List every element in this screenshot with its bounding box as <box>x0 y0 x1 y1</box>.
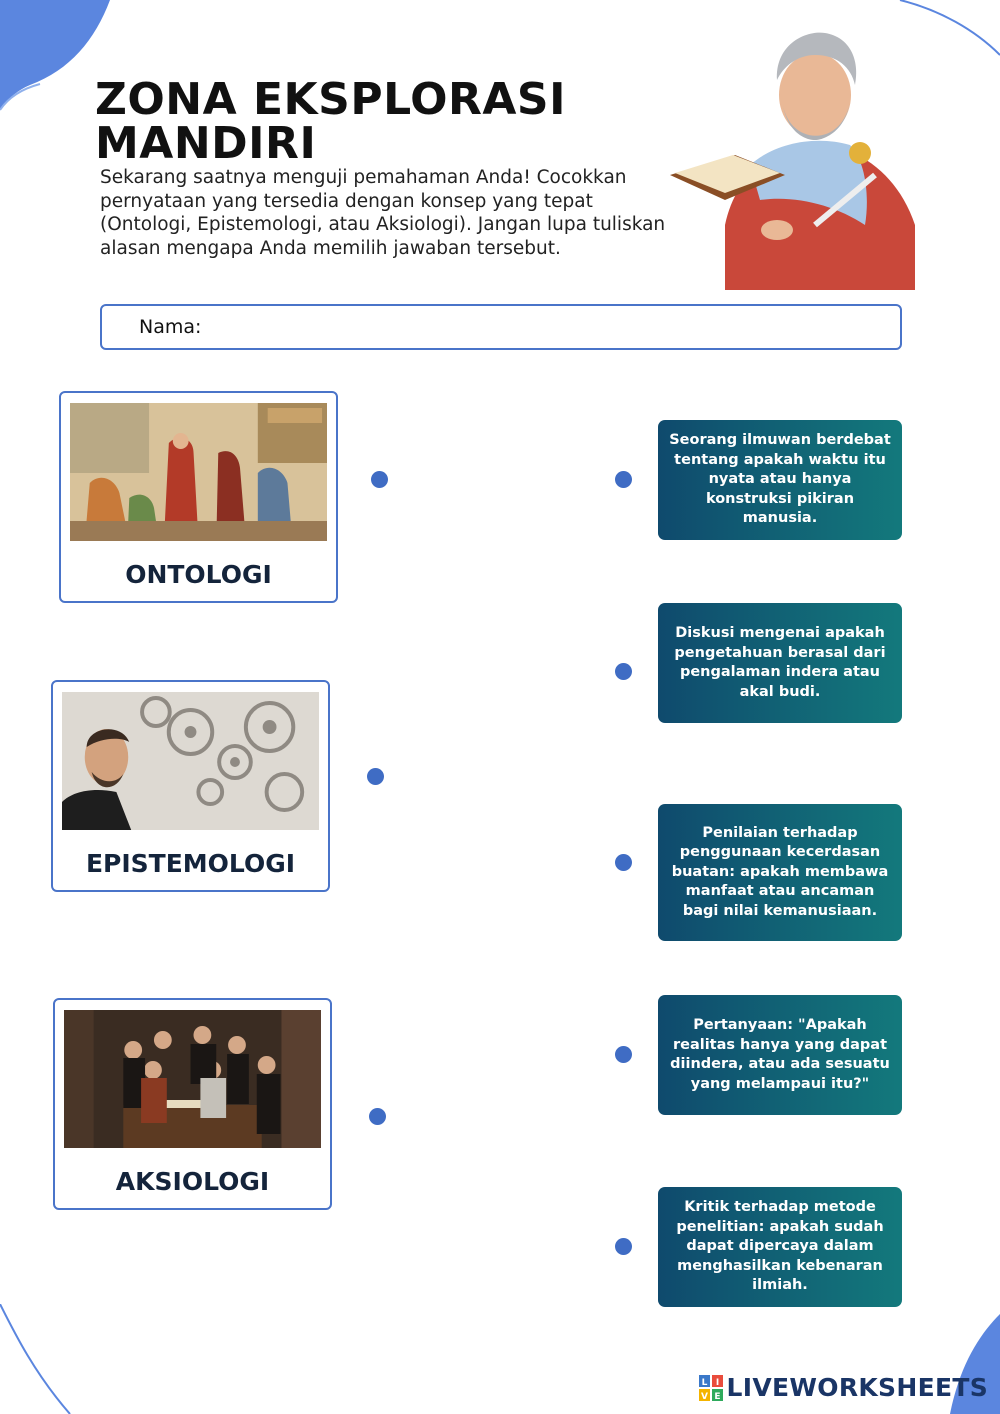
statement-dot-5[interactable] <box>615 1238 632 1255</box>
statement-dot-4[interactable] <box>615 1046 632 1063</box>
philosopher-illustration <box>665 25 925 295</box>
concept-image <box>64 1010 321 1148</box>
statement-card-3[interactable]: Penilaian terhadap penggunaan kecerdasan buatan: apakah membawa manfaat atau ancaman bagi nilai kemanusiaan. <box>658 804 902 941</box>
footer-brand: LIVEWORKSHEETS <box>726 1373 988 1402</box>
name-label: Nama: <box>139 316 202 338</box>
concept-label: EPISTEMOLOGI <box>85 849 296 878</box>
svg-text:V: V <box>700 1391 708 1401</box>
statement-dot-3[interactable] <box>615 854 632 871</box>
concept-card-aksiologi <box>53 998 332 1210</box>
scholars-debate-image <box>64 1010 321 1148</box>
concept-label: ONTOLOGI <box>125 560 272 589</box>
statement-dot-2[interactable] <box>615 663 632 680</box>
concept-card-ontologi <box>59 391 338 603</box>
thinker-gears-image <box>62 692 319 830</box>
name-field[interactable] <box>100 304 902 350</box>
liveworksheets-logo-icon <box>699 1375 723 1401</box>
concept-dot-ontologi[interactable] <box>371 471 388 488</box>
concept-dot-aksiologi[interactable] <box>369 1108 386 1125</box>
svg-text:I: I <box>715 1377 719 1388</box>
statement-card-5[interactable]: Kritik terhadap metode penelitian: apakah sudah dapat dipercaya dalam menghasilkan kebenaran ilmiah. <box>658 1187 902 1307</box>
concept-card-epistemologi <box>51 680 330 892</box>
intro-text: Sekarang saatnya menguji pemahaman Anda! Cocokkan pernyataan yang tersedia dengan konsep yang tepat (Ontologi, Epistemologi, atau Aksiologi). Jangan lupa tuliskan alasan mengapa Anda memilih jawaban tersebut. <box>100 167 666 259</box>
footer-logo <box>699 1373 988 1402</box>
statement-card-2[interactable]: Diskusi mengenai apakah pengetahuan berasal dari pengalaman indera atau akal budi. <box>658 603 902 723</box>
statement-dot-1[interactable] <box>615 471 632 488</box>
concept-image <box>62 692 319 830</box>
concept-image <box>70 403 327 541</box>
statement-card-4[interactable]: Pertanyaan: "Apakah realitas hanya yang dapat diindera, atau ada sesuatu yang melampaui itu?" <box>658 995 902 1115</box>
title-line-1: ZONA EKSPLORASI <box>95 74 566 125</box>
philosophers-fresco-image <box>70 403 327 541</box>
svg-text:L: L <box>701 1377 707 1388</box>
statement-card-1[interactable]: Seorang ilmuwan berdebat tentang apakah waktu itu nyata atau hanya konstruksi pikiran manusia. <box>658 420 902 540</box>
title-line-2: MANDIRI <box>95 118 317 169</box>
concept-dot-epistemologi[interactable] <box>367 768 384 785</box>
corner-decoration-bottom-left <box>0 1304 80 1414</box>
page-title <box>95 74 655 169</box>
concept-label: AKSIOLOGI <box>115 1167 270 1196</box>
svg-text:E: E <box>713 1391 721 1401</box>
